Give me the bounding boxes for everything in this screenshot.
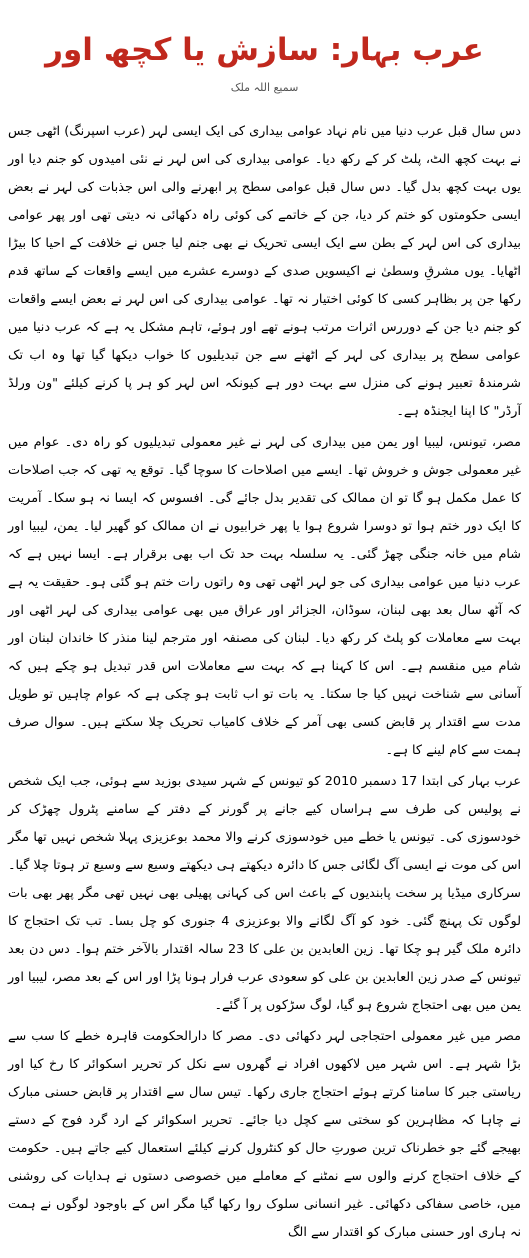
article-paragraph-1: دس سال قبل عرب دنیا میں نام نہاد عوامی بیداری کی ایک ایسی لہر (عرب اسپرنگ) اٹھی جس نے بہت کچھ الٹ، پلٹ کر کے رکھ دیا۔ عوامی بیداری کی اس لہر نے نئی امیدوں کو جنم دیا اور یوں بہت کچھ بدل گیا۔ دس سال قبل عوامی سطح پر ابھرنے والی اس جذبات کی لہر نے بعض ایسی حکومتوں کو ختم کر دیا، جن کے خاتمے کی کوئی راہ دکھائی نہ دیتی تھی اور پھر عوامی بیداری کی اس لہر کے بطن سے ایک ایسی تحریک نے بھی جنم لیا جس نے خلافت کے احیا کا بیڑا اٹھایا۔ یوں مشرقِ وسطیٰ نے اکیسویں صدی کے دوسرے عشرے میں ایسے واقعات کے ساتھ قدم رکھا جن پر بظاہر کسی کا کوئی اختیار نہ تھا۔ عوامی بیداری کی اس لہر نے بعض ایسے واقعات کو جنم دیا جن کے دوررس اثرات مرتب ہونے تھے اور ہوئے، تاہم مشکل یہ ہے کہ عرب دنیا میں عوامی سطح پر بیداری کی لہر کے اٹھنے سے جن تبدیلیوں کا خواب دیکھا گیا تھا وہ اب تک شرمندۂ تعبیر ہونے کی منزل سے بہت دور ہے کیونکہ اس لہر کو ہر پا کرنے کیلئے "ون ورلڈ آرڈر" کا اپنا ایجنڈہ ہے۔	[8, 124, 521, 419]
article-paragraph-2: مصر، تیونس، لیبیا اور یمن میں بیداری کی لہر نے غیر معمولی تبدیلیوں کو راہ دی۔ عوام میں غیر معمولی جوش و خروش تھا۔ ایسے میں اصلاحات کا سوچا گیا۔ توقع یہ تھی کہ جب اصلاحات کا عمل مکمل ہو گا تو ان ممالک کی تقدیر بدل جائے گی۔ افسوس کہ ایسا نہ ہو سکا۔ آمریت کا ایک دور ختم ہوا تو دوسرا شروع ہوا یا پھر خرابیوں نے ان ممالک کو گھیر لیا۔ یمن، لیبیا اور شام میں خانہ جنگی چھڑ گئی۔ یہ سلسلہ بہت حد تک اب بھی برقرار ہے۔ ایسا نہیں ہے کہ عرب دنیا میں عوامی بیداری کی جو لہر اٹھی تھی وہ راتوں رات ختم ہو گئی ہو۔ حقیقت یہ ہے کہ آٹھ سال بعد بھی لبنان، سوڈان، الجزائر اور عراق میں بھی عوامی بیداری کی لہر اٹھی اور بہت سے معاملات کو پلٹ کر رکھ دیا۔ لبنان کی مصنفہ اور مترجم لینا منذر کا خاندان لبنان اور شام میں منقسم ہے۔ اس کا کہنا ہے کہ بہت سے معاملات اس قدر تبدیل ہو چکے ہیں کہ آسانی سے شناخت نہیں کیا جا سکتا۔ یہ بات تو اب ثابت ہو چکی ہے کہ عوام چاہیں تو طویل مدت سے اقتدار پر قابض کسی بھی آمر کے خلاف کامیاب تحریک چلا سکتے ہیں۔ سوال صرف ہمت سے کام لینے کا ہے۔	[8, 435, 521, 758]
article-paragraph-4: مصر میں غیر معمولی احتجاجی لہر دکھائی دی۔ مصر کا دارالحکومت قاہرہ خطے کا سب سے بڑا شہر ہے۔ اس شہر میں لاکھوں افراد نے گھروں سے نکل کر تحریر اسکوائر کا رخ کیا اور ریاستی جبر کا سامنا کرتے ہوئے احتجاج جاری رکھا۔ تیس سال سے اقتدار پر قابض حسنی مبارک نے چاہا کہ مظاہرین کو سختی سے کچل دیا جائے۔ تحریر اسکوائر کے ارد گرد فوج کے دستے بھیجے گئے جو خطرناک ترین صورتِ حال کو کنٹرول کرنے کیلئے استعمال کیے جاتے ہیں۔ حکومت کے خلاف احتجاج کرنے والوں سے نمٹنے کے معاملے میں خصوصی دستوں نے ہدایات کی روشنی میں، خاصی سفاکی دکھائی۔ غیر انسانی سلوک روا رکھا گیا مگر اس کے باوجود لوگوں نے ہمت نہ ہاری اور حسنی مبارک کو اقتدار سے الگ	[8, 1029, 521, 1240]
article-paragraph-3: عرب بہار کی ابتدا 17 دسمبر 2010 کو تیونس کے شہر سیدی بوزید سے ہوئی، جب ایک شخص نے پولیس کی طرف سے ہراساں کیے جانے پر گورنر کے دفتر کے سامنے پٹرول چھڑک کر خودسوزی کی۔ تیونس یا خطے میں خودسوزی کرنے والا محمد بوعزیزی پہلا شخص نہیں تھا مگر اس کی موت نے ایسی آگ لگائی جس کا دائرہ دیکھتے ہی دیکھتے وسیع سے وسیع تر ہوتا چلا گیا۔ سرکاری میڈیا پر سخت پابندیوں کے باعث اس کی کہانی پھیلی بھی نہیں تھی مگر پھر بھی بات لوگوں تک پہنچ گئی۔ خود کو آگ لگانے والا بوعزیزی 4 جنوری کو چل بسا۔ تب تک احتجاج کا دائرہ ملک گیر ہو چکا تھا۔ زین العابدین بن علی کا 23 سالہ اقتدار بالآخر ختم ہوا۔ دس دن بعد تیونس کے صدر زین العابدین بن علی کو سعودی عرب فرار ہونا پڑا اور اس کے بعد مصر، لیبیا اور یمن میں بھی احتجاج شروع ہو گیا، لوگ سڑکوں پر آ گئے۔	[8, 774, 521, 1013]
author-byline: سمیع اللہ ملک	[230, 81, 299, 94]
article-body	[8, 118, 521, 1247]
article-title: عرب بہار: سازش یا کچھ اور	[45, 32, 484, 68]
